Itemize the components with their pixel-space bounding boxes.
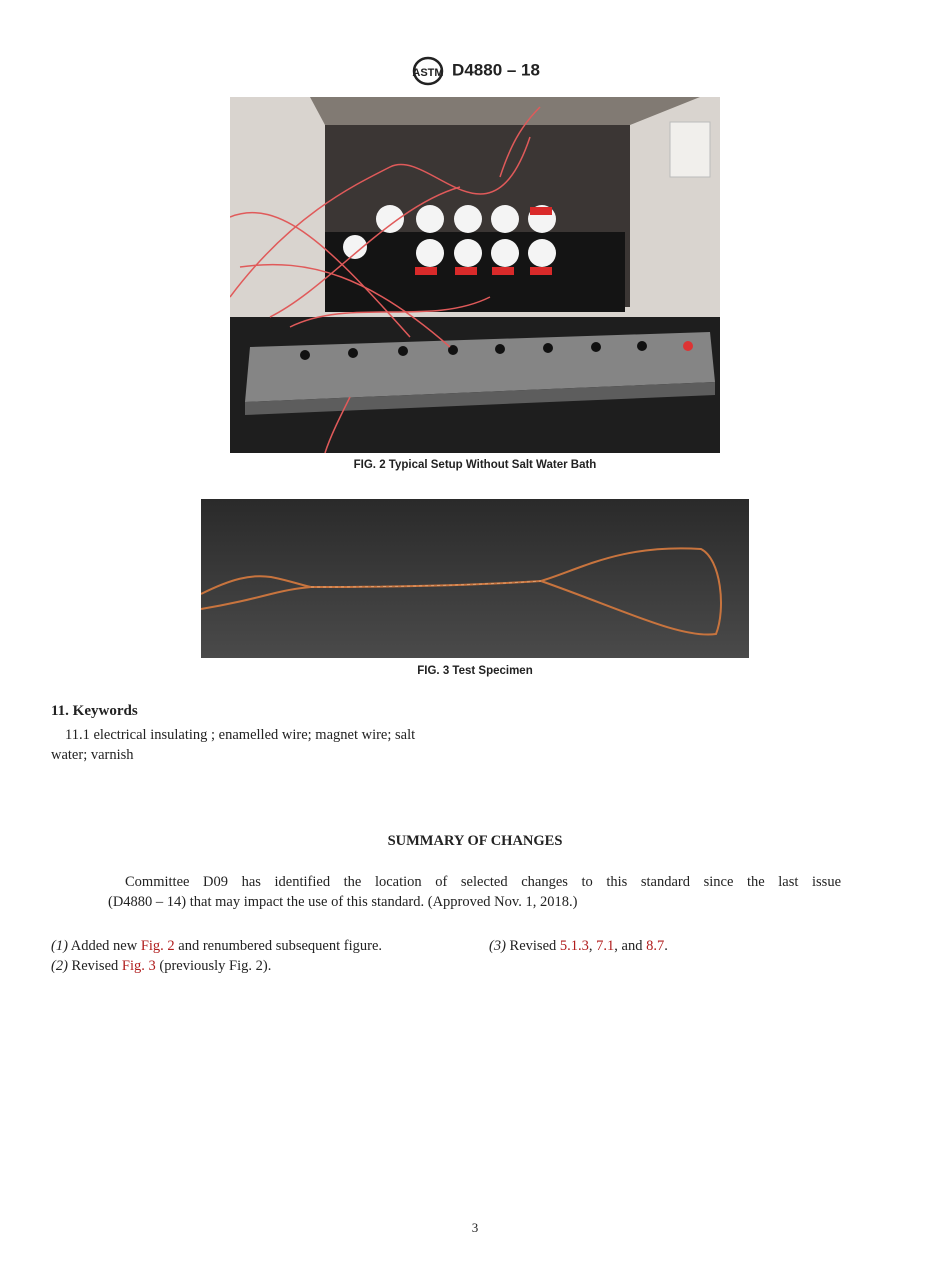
separator: ,	[588, 938, 597, 954]
summary-item-2	[51, 956, 271, 976]
figure-3-photo	[201, 499, 749, 658]
item-number: (2)	[51, 958, 68, 974]
item-number: (1)	[51, 938, 68, 954]
figure-3-caption: FIG. 3 Test Specimen	[417, 665, 533, 677]
figure-2-photo	[230, 97, 720, 453]
page-number: 3	[471, 1220, 479, 1235]
fig-3-link[interactable]: Fig. 3	[121, 958, 156, 974]
section-5-1-3-link[interactable]: 5.1.3	[559, 938, 589, 954]
item-text: Added new	[67, 938, 141, 954]
section-8-7-link[interactable]: 8.7	[646, 938, 665, 954]
item-text: .	[664, 938, 668, 954]
keywords-text-line2: water; varnish	[51, 747, 134, 763]
keywords-heading: 11. Keywords	[51, 703, 138, 719]
section-7-1-link[interactable]: 7.1	[596, 938, 615, 954]
fig-2-link[interactable]: Fig. 2	[140, 938, 175, 954]
summary-paragraph-line1: Committee D09 has identified the location of selected changes to this standard since the last issue	[125, 874, 841, 890]
summary-paragraph-line2: (D4880 – 14) that may impact the use of this standard. (Approved Nov. 1, 2018.)	[108, 894, 578, 910]
summary-item-1	[51, 936, 382, 956]
item-text: and renumbered subsequent figure.	[174, 938, 383, 954]
item-text: Revised	[505, 938, 560, 954]
svg-text:ASTM: ASTM	[412, 67, 444, 79]
item-number: (3)	[489, 938, 506, 954]
document-designation: D4880 – 18	[452, 60, 540, 80]
item-text: Revised	[67, 958, 122, 974]
keywords-text-line1: 11.1 electrical insulating ; enamelled wire; magnet wire; salt	[65, 727, 416, 743]
figure-2-caption: FIG. 2 Typical Setup Without Salt Water Bath	[353, 459, 597, 471]
page-header	[0, 56, 950, 86]
item-text: (previously Fig. 2).	[155, 958, 272, 974]
astm-logo-icon	[410, 56, 446, 86]
separator: , and	[614, 938, 647, 954]
summary-item-3	[489, 936, 668, 956]
summary-heading: SUMMARY OF CHANGES	[387, 833, 563, 849]
